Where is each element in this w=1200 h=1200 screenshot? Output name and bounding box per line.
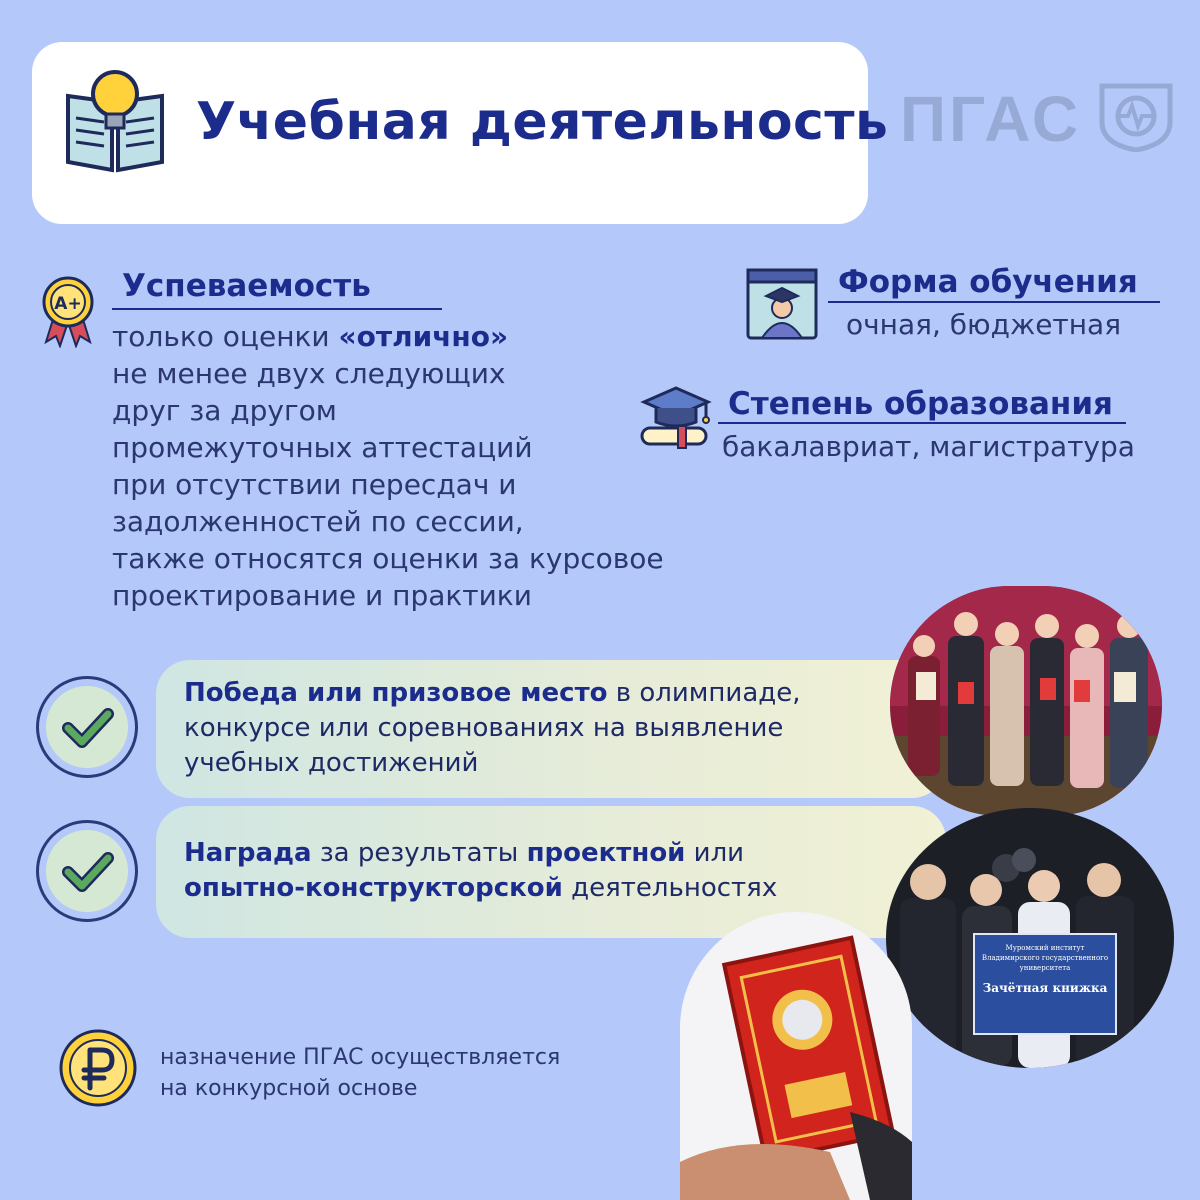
degree-title: Степень образования xyxy=(728,386,1113,422)
performance-line-1: только оценки «отлично» xyxy=(112,320,509,353)
award-line-2: опытно-конструкторской деятельностях xyxy=(184,873,778,903)
sign-line-3: университета xyxy=(1019,964,1071,972)
pgas-logo-text: ПГАС xyxy=(900,83,1082,155)
checkmark-icon xyxy=(46,830,128,912)
page-title: Учебная деятельность xyxy=(196,92,889,152)
book-lightbulb-icon xyxy=(60,66,170,176)
ruble-coin-icon xyxy=(58,1028,138,1108)
footer-line-1: назначение ПГАС осуществляется xyxy=(160,1045,561,1070)
study-form-title: Форма обучения xyxy=(838,264,1138,300)
graduation-cap-diploma-icon xyxy=(638,384,714,450)
performance-text xyxy=(112,318,752,614)
emblem-icon xyxy=(1098,82,1174,152)
sign-title: Зачётная книжка xyxy=(982,981,1108,995)
excellent-highlight: «отлично» xyxy=(338,320,509,353)
award-text xyxy=(184,836,884,906)
check-circle-icon xyxy=(36,676,138,778)
performance-line-3: друг за другом xyxy=(112,394,337,427)
degree-value: бакалавриат, магистратура xyxy=(722,430,1135,463)
red-book-photo xyxy=(680,912,912,1200)
performance-line-7: также относятся оценки за курсовое xyxy=(112,542,664,575)
performance-underline xyxy=(112,308,442,310)
footer-line-2: на конкурсной основе xyxy=(160,1076,418,1101)
performance-line-5: при отсутствии пересдач и xyxy=(112,468,517,501)
performance-title: Успеваемость xyxy=(122,268,371,304)
sign-line-1: Муромский институт xyxy=(1005,944,1085,952)
performance-line-6: задолженностей по сессии, xyxy=(112,505,524,538)
zachetka-stage-photo xyxy=(886,808,1174,1068)
study-form-value: очная, бюджетная xyxy=(846,308,1122,341)
award-line-1: Награда за результаты проектной или xyxy=(184,838,745,868)
performance-line-4: промежуточных аттестаций xyxy=(112,431,533,464)
graduate-portrait-icon xyxy=(746,268,818,340)
degree-underline xyxy=(718,422,1126,424)
checkmark-icon xyxy=(46,686,128,768)
olympiad-line-1: Победа или призовое место в олимпиаде, xyxy=(184,678,801,708)
performance-line-2: не менее двух следующих xyxy=(112,357,506,390)
olympiad-line-2: конкурсе или соревнованиях на выявление xyxy=(184,713,784,743)
students-award-photo xyxy=(890,586,1162,816)
olympiad-text xyxy=(184,676,884,781)
medal-a-plus-icon xyxy=(40,276,96,348)
svg-text:A+: A+ xyxy=(54,294,82,314)
sign-line-2: Владимирского государственного xyxy=(981,954,1109,962)
study-form-underline xyxy=(828,301,1160,303)
footer-note xyxy=(160,1042,560,1104)
performance-line-8: проектирование и практики xyxy=(112,579,532,612)
check-circle-icon xyxy=(36,820,138,922)
olympiad-line-3: учебных достижений xyxy=(184,748,479,778)
